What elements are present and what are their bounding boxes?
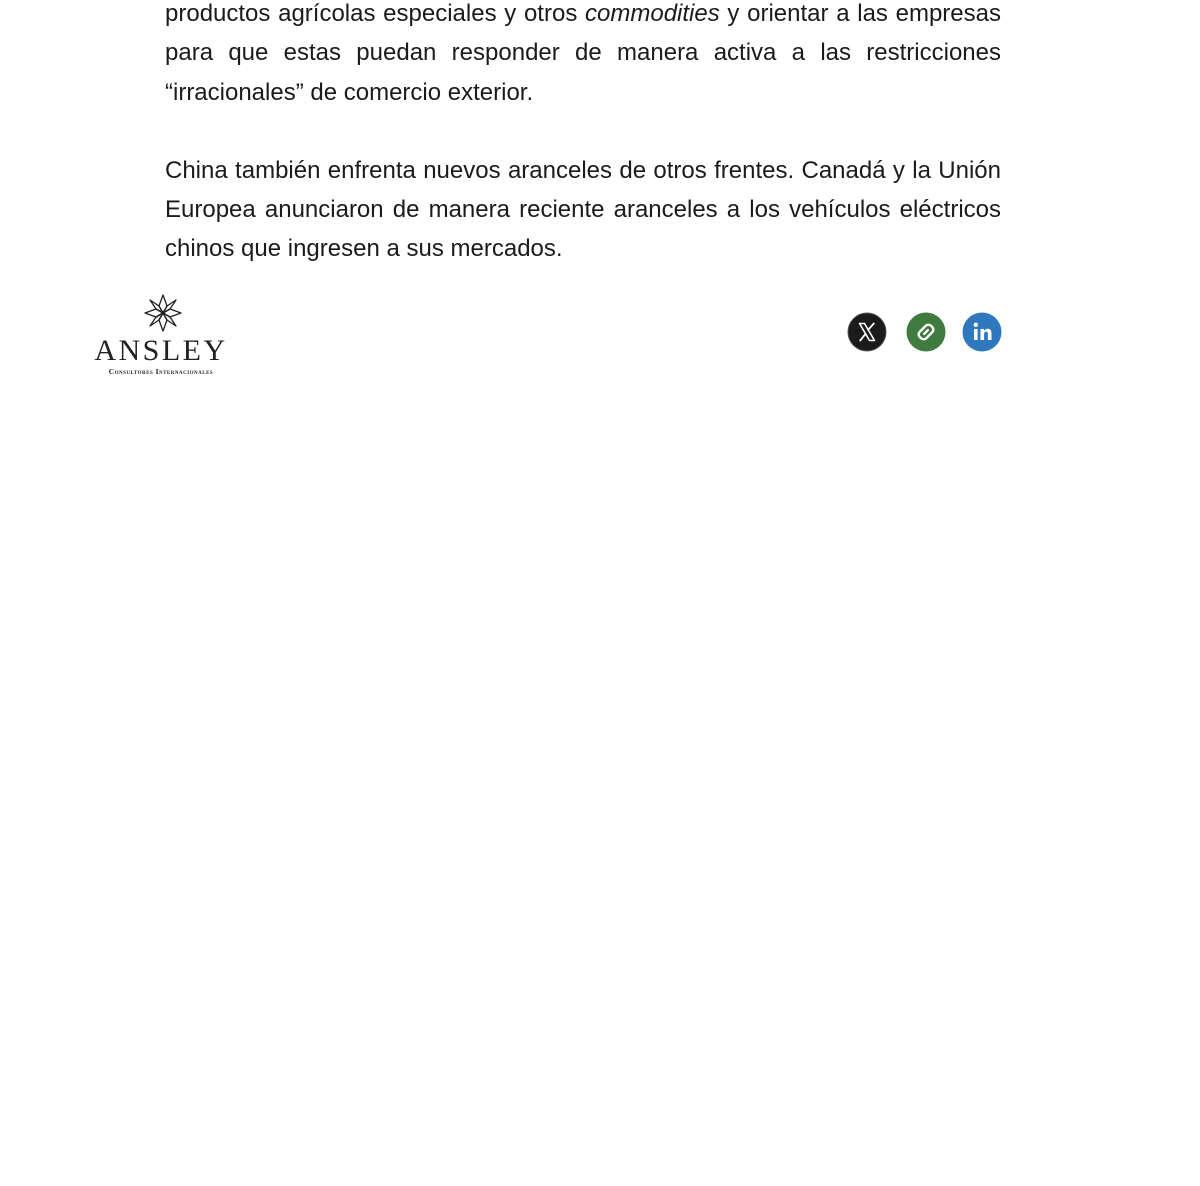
ansley-logo: [80, 294, 242, 378]
italic-term: commodities: [585, 0, 720, 27]
link-icon: [906, 312, 946, 352]
paragraph-text: y orientar a las empresas para que estas puedan responder de manera activa a las restricciones “irracionales” de comercio exterior.: [165, 0, 1001, 106]
logo-tagline: Consultores Internacionales: [108, 367, 214, 376]
logo-name: ANSLEY: [94, 334, 228, 367]
share-x-button[interactable]: [847, 312, 887, 352]
paragraph-text: productos agrícolas especiales y otros: [165, 0, 586, 27]
x-icon: [847, 312, 887, 352]
share-linkedin-button[interactable]: [962, 312, 1002, 352]
copy-link-button[interactable]: [906, 312, 946, 352]
compass-rose-icon: [144, 294, 182, 332]
article-paragraph: China también enfrenta nuevos aranceles de otros frentes. Canadá y la Unión Europea anunciaron de manera reciente aranceles a los vehículos eléctricos chinos que ingresen a sus mercados.: [165, 156, 1001, 263]
article-paragraph: [165, 0, 1001, 112]
linkedin-icon: [962, 312, 1002, 352]
article-body: [165, 0, 1001, 269]
